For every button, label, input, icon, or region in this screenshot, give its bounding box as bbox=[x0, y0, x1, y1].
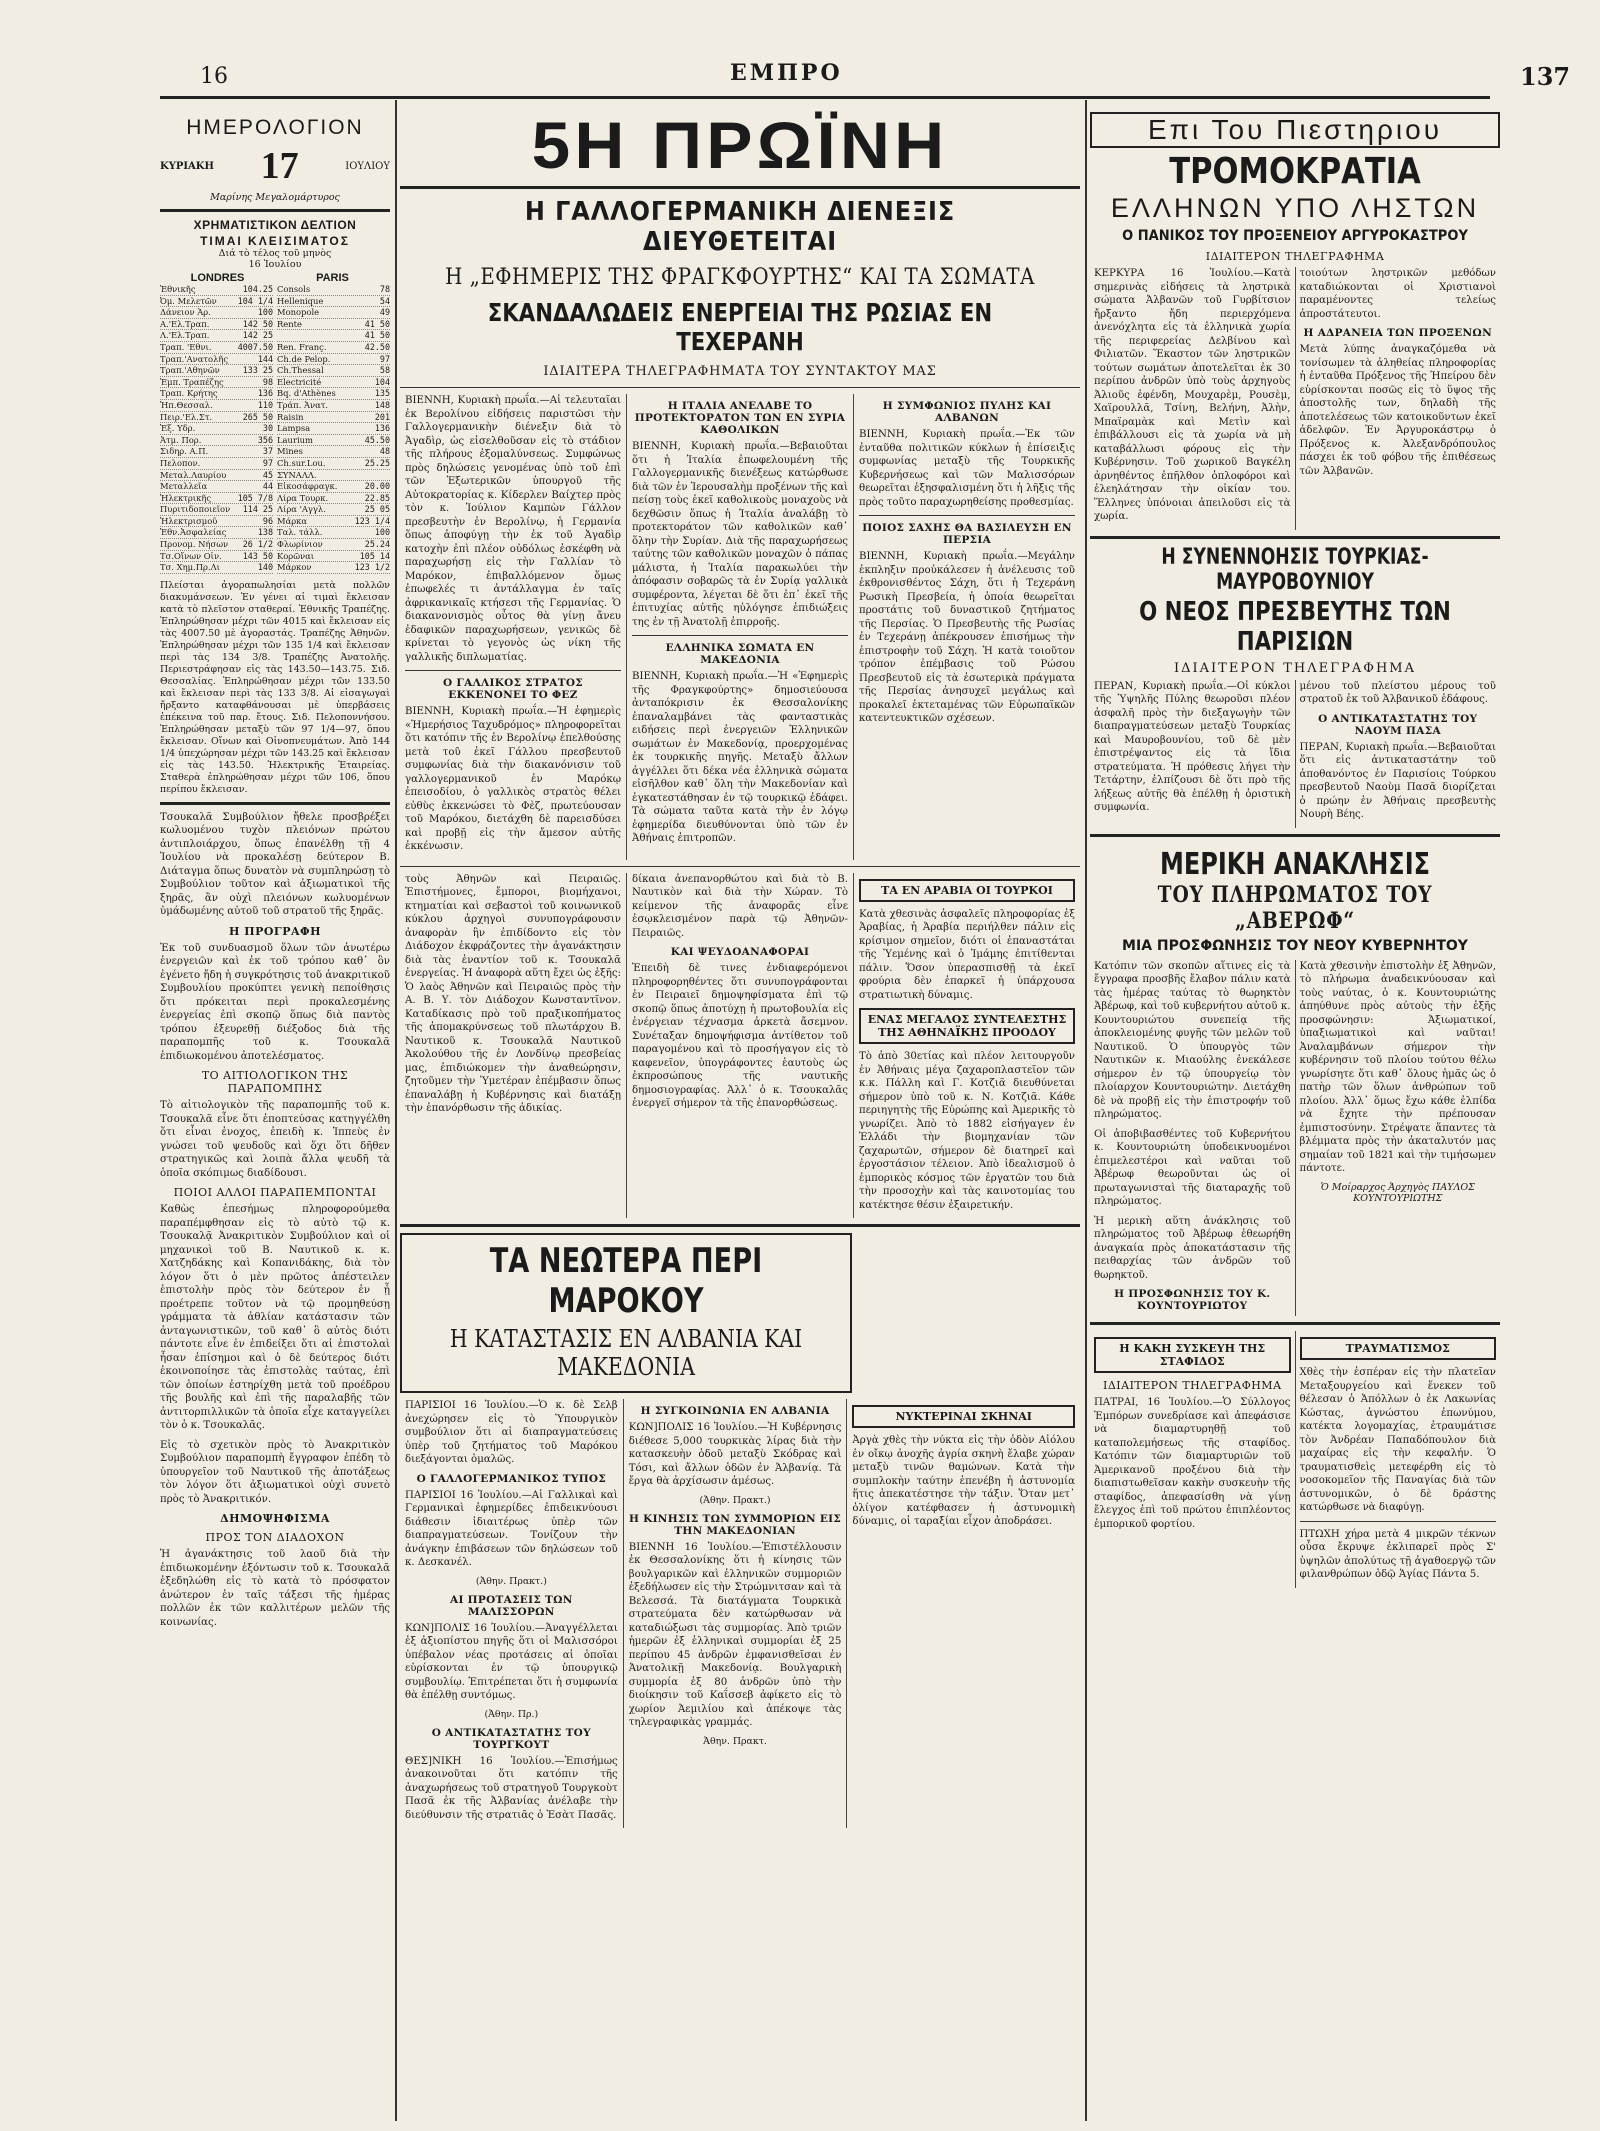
stock-row bbox=[277, 354, 390, 366]
stock-row bbox=[277, 423, 390, 435]
calendar-saint: Μαρίνης Μεγαλομάρτυρος bbox=[210, 192, 340, 203]
divider bbox=[160, 209, 390, 212]
stock-row bbox=[277, 446, 390, 458]
stock-name: Μεταλ.Λαυρίου bbox=[160, 469, 227, 480]
stock-row bbox=[277, 551, 390, 563]
article-block bbox=[1090, 1331, 1296, 1588]
stock-name: Λ.'Ελ.Τραπ. bbox=[160, 330, 210, 341]
stock-price: 104 bbox=[374, 376, 390, 387]
stock-price: 30 bbox=[262, 423, 273, 434]
stock-name: Ch.sur.Lou. bbox=[277, 457, 326, 468]
stock-row bbox=[277, 504, 390, 516]
stock-name: Λίρα Τουρκ. bbox=[277, 492, 329, 503]
article-block bbox=[1296, 267, 1501, 530]
divider bbox=[400, 1224, 1080, 1227]
stock-row bbox=[160, 330, 273, 342]
article-heading-boxed: Η ΚΑΚΗ ΣΥΣΚΕΥΗ ΤΗΣ ΣΤΑΦΙΔΟΣ bbox=[1094, 1337, 1291, 1373]
article-heading: Ο ΑΝΤΙΚΑΤΑΣΤΑΤΗΣ ΤΟΥ ΝΑΟΥΜ ΠΑΣΑ bbox=[1318, 712, 1478, 737]
stock-name: Ch.Thessal bbox=[277, 365, 324, 376]
stock-name: Bq. d'Athènes bbox=[277, 388, 336, 399]
article-row bbox=[1090, 267, 1500, 530]
stock-name: Ταλ. τάλλ. bbox=[277, 527, 323, 538]
article-block bbox=[400, 1399, 624, 1828]
stock-row bbox=[277, 481, 390, 493]
article-block bbox=[1296, 680, 1501, 828]
signature: Ὁ Μοίραρχος Ἀρχηγὸς ΠΑΥΛΟΣ ΚΟΥΝΤΟΥΡΙΩΤΗΣ bbox=[1320, 1181, 1475, 1204]
stock-price: 133 25 bbox=[242, 365, 273, 376]
article-text: ΒΙΕΝΝΗ, Κυριακὴ πρωΐα.—Αἱ τελευταῖαι ἐκ Βερολίνου εἰδήσεις παριστῶσι τὴν Γαλλογερμανικὴν διένεξιν διὰ τὸ Ἀγαδὶρ, ὡς εἰσελθοῦσαν εἰς τὸ στάδιον τῆς πλήρους ἐξομαλύνσεως. Συμφώνως πρὸς δηλώσεις γενομένας ὑπὸ τοῦ ἐπὶ τῶν Ἐξωτερικῶν ὑπουργοῦ τῆς Αὐτοκρατορίας κ. Κίδερλεν Βαίχτερ πρὸς τὸν κ. Ἰούλιον Καμπὼν Γάλλον πρεσβευτὴν ἐν Βερολίνῳ, ἡ Γερμανία ὅπως ἀποφύγῃ τὴν ἐκ τοῦ Ἀγαδὶρ κατοχὴν ἐπὶ πλέον οὐδόλως ἐσκέφθη νὰ παραχωρήσῃ εἰς τὴν Γαλλίαν τὸ Μαρόκον, ἐπιβαλλόμενον ὅμως ἐπωφελές τι ἀντάλλαγμα ἐν ταῖς ἀφρικανικαῖς κτήσεσι τῆς Γερμανίας. Ὁ διακανονισμὸς οὗτος θὰ γίνῃ ἄνευ ἐδαφικῶν παραχωρήσεων, γενικῶς δὲ κρίνεται τὸ γεγονὸς ὡς νίκη τῆς γαλλικῆς διπλωματίας. bbox=[405, 395, 621, 663]
stock-price: 22.85 bbox=[364, 492, 390, 503]
stock-row bbox=[277, 539, 390, 551]
edition-masthead: 5Η ΠΡΩΪΝΗ bbox=[531, 110, 949, 182]
article-text: Κατὰ χθεσινὴν ἐπιστολὴν ἐξ Ἀθηνῶν, τὸ πλήρωμα ἀναδεικνύουσαν καὶ τοὺς ναύτας, ὁ κ. Κουντουριώτης ἀπηύθυνε πρὸς αὐτοὺς τὴν ἑξῆς προσφώνησιν: Ἀξιωματικοί, ὑπαξιωματικοὶ καὶ ναῦται! Ἀναλαμβάνων σήμερον τὴν κυβέρνησιν τοῦ πλοίου τούτου θέλω γνωρίσητε ὅτι καθ᾽ ὅλους ἡμᾶς ὡς ὁ πατὴρ τῶν ὅλων ἀνθρώπων τοῦ πλοίου. Ἀλλ᾽ ὅμως ἔχω κάθε ἐλπίδα νὰ ἔχητε τὴν πρέπουσαν ἐμπιστοσύνην. Στρέψατε ἅπαντες τὰ βλέμματα πρὸς τὴν ἀκαταλυτόν μας σημαίαν τοῦ 1821 καὶ τὴν τιμήσωμεν πάντοτε. bbox=[1299, 960, 1496, 1174]
deck: ΜΙΑ ΠΡΟΣΦΩΝΗΣΙΣ ΤΟΥ ΝΕΟΥ ΚΥΒΕΡΝΗΤΟΥ bbox=[1122, 937, 1468, 954]
stock-price: 25.25 bbox=[364, 457, 390, 468]
stock-price: 143 50 bbox=[242, 550, 273, 561]
stock-name: Raisin bbox=[277, 411, 304, 422]
stock-price: 123 1/4 bbox=[354, 515, 390, 526]
page-number-left: 16 bbox=[200, 64, 228, 89]
article-row-middle bbox=[400, 873, 1080, 1219]
stock-name: Ἠλεκτρικῆς bbox=[160, 492, 212, 503]
stock-price: 110 bbox=[257, 399, 273, 410]
article-heading: Η ΑΔΡΑΝΕΙΑ ΤΩΝ ΠΡΟΞΕΝΩΝ bbox=[1303, 327, 1492, 339]
stock-list-right bbox=[277, 284, 390, 574]
telegram-banner: ΙΔΙΑΙΤΕΡΑ ΤΗΛΕΓΡΑΦΗΜΑΤΑ ΤΟΥ ΣΥΝΤΑΚΤΟΥ ΜΑΣ bbox=[543, 364, 937, 379]
article-text: Χθὲς τὴν ἑσπέραν εἰς τὴν πλατεῖαν Μεταξουργείου καὶ ἕνεκεν τοῦ θέλεσαν ὁ Ἀπόλλων ὁ ἐκ Λακωνίας Κώστας, ἀγνώστου ἐπωνύμου, κατέκτα λογομαχίας, ἐτραυμάτισε τὸν Ἀνδρέαν Παπαδόπουλον διὰ μαχαίρας εἰς τὴν κεφαλήν. Ὁ τραυματισθεὶς μετεφέρθη εἰς τὸ νοσοκομεῖον τῆς Παναγίας διὰ τῶν ἀστυνομικῶν, ὁ δὲ δράστης κατώρθωσε νὰ διαφύγῃ. bbox=[1299, 1367, 1496, 1513]
article-text: ΒΙΕΝΝΗ, Κυριακὴ πρωΐα.—Ἡ ἐφημερὶς «Ἡμερήσιος Ταχυδρόμος» πληροφορεῖται ὅτι κατόπιν τῆς ἐν Βερολίνῳ ἐπελθούσης μετὰ τοῦ ἐκεῖ Γάλλου πρεσβευτοῦ συμφωνίας διὰ τὴν διακανόνισιν τοῦ γαλλογερμανικοῦ ἐν Μαρόκῳ ἐπεισοδίου, ὁ γαλλικὸς στρατὸς θέλει εὐθὺς ἐκκενώσει τὸ Φὲζ, πρωτεύουσαν τοῦ Μαρόκου, διετάχθη δὲ παρεισδύσει καὶ προβῇ εἰς τὴν ἄμεσον αὐτῆς ἐκκένωσιν. bbox=[405, 706, 621, 852]
stock-price: 356 bbox=[257, 434, 273, 445]
article-text: Οἱ ἀποβιβασθέντες τοῦ Κυβερνήτου κ. Κουντουριώτη ὑποδεικνυομένοι ἐπιμελεστέροι καὶ ναῦται τοῦ Ἀβέρωφ θεωροῦνται ὡς οἱ πρωταγωνισταὶ τῆς διαταραχῆς τοῦ πληρώματος. bbox=[1094, 1128, 1291, 1207]
article-text: τοὺς Ἀθηνῶν καὶ Πειραιῶς. Ἐπιστήμονες, ἔμποροι, βιομήχανοι, κτηματίαι καὶ σεβαστοὶ τοῦ κοινωνικοῦ κύκλου ἀρχηγοὶ συνυπογράφουσιν ἀναφορὰν ἣν ἐπιδίδοντο εἰς τὸν Διάδοχον ἐκφράζοντες τὴν ἀγανάκτησιν διὰ τὰς ἐναντίον τοῦ κ. Τσουκαλᾶ ἐνεργείας. Ἡ ἀναφορὰ αὕτη ἔχει ὡς ἑξῆς: Ὁ λαὸς Ἀθηνῶν καὶ Πειραιῶς πρὸς τὴν Α. Β. Υ. τὸν Διάδοχον Κωνσταντῖνον. Καταδίκασις πρὸ τοῦ πραξικοπήματος τῆς ἀπομακρύνσεως τοῦ πλωτάρχου Β. Ναυτικοῦ κ. Τσουκαλᾶ Ναυτικοῦ Ἀκολούθου τῆς ἐν Λονδίνῳ πρεσβείας μας, ἐπιδιώκομεν τὴν ἀναθεώρησιν, ζητοῦμεν τὴν Ὑμετέραν ἐπέμβασιν ὅπως ἐπαναλάβῃ ἡ Κυβέρνησις καὶ διατάξῃ τὴν ἐπανόρθωσιν τῆς ἀδικίας. bbox=[405, 873, 621, 1114]
stock-row bbox=[277, 296, 390, 308]
stock-row bbox=[160, 527, 273, 539]
stock-name: Μάρκον bbox=[277, 562, 312, 573]
article-text: ΠΑΡΙΣΙΟΙ 16 Ἰουλίου.—Αἱ Γαλλικαὶ καὶ Γερμανικαὶ ἐφημερίδες ἐπιδεικνύουσι διάθεσιν ἰδιαιτέρως ὑπὲρ τῶν διαπραγματεύσεων. Τονίζουν τὴν ἀνάγκην ἐπιβάσεων τῶν δηλώσεων τοῦ κ. Δεσκανέλ. bbox=[405, 1489, 618, 1568]
stock-price: 97 bbox=[262, 457, 273, 468]
calendar-date bbox=[160, 144, 390, 188]
divider bbox=[632, 635, 848, 636]
lead-deck: Ο ΠΑΝΙΚΟΣ ΤΟΥ ΠΡΟΞΕΝΕΙΟΥ ΑΡΓΥΡΟΚΑΣΤΡΟΥ bbox=[1122, 228, 1468, 244]
stock-price: 98 bbox=[262, 376, 273, 387]
article-text: Τὸ αἰτιολογικὸν τῆς παραπομπῆς τοῦ κ. Τσουκαλᾶ εἶνε ὅτι ἐποπτεύσας κατηγγέλθη ὅτι εἶναι ἐνοχος, ἐπειδὴ κ. Ἱππεὺς ἐν γνώσει τοῦ ψευδοῦς καὶ ὅχι ὅτι δῆθεν στρατηγικῶς καὶ λοιπὰ ἄλλα ψευδῆ τὰ ὁποῖα σκόπιμως διαδίδουσι. bbox=[160, 1100, 390, 1179]
stock-name: Τραπ.'Αθηνῶν bbox=[160, 365, 220, 376]
telegram-label: ΙΔΙΑΙΤΕΡΟΝ ΤΗΛΕΓΡΑΦΗΜΑ bbox=[1174, 660, 1416, 676]
article-block bbox=[854, 873, 1080, 1219]
stock-price: 25 05 bbox=[364, 504, 390, 515]
article-text: ΚΩΝ]ΠΟΛΙΣ 16 Ἰουλίου.—Ἡ Κυβέρνησις διέθεσε 5,000 τουρκικὰς λίρας διὰ τὴν κατασκευὴν ὁδοῦ μεταξὺ Σκόδρας καὶ Τόσι, καὶ ἄλλων ὁδῶν ἐν Ἀλβανίᾳ. Τὰ ἔργα θὰ ἀρχίσωσιν ἀμέσως. bbox=[628, 1422, 842, 1487]
divider bbox=[1090, 834, 1500, 837]
stock-row bbox=[277, 284, 390, 296]
article-text: Τσουκαλᾶ Συμβούλιον ἤθελε προσβρέξει κωλυομένου τυχὸν πλειόνων πρώτου ἀντιπλοιάρχου, ὅπως ἐπανέλθῃ τῇ 4 Ἰουλίου νὰ προκαλέσῃ δεύτερον Β. Διάταγμα ὅπως δυνατὸν νὰ συμπληρώσῃ τὸ Συμβούλιον τοῦτον καὶ ἀξιωματικοὶ τῆς ξηρᾶς, ἂν οὐχὶ πλειόνων κωλυομένων ὑμάδωμένης αὐτοῦ τοῦ στρατοῦ τῆς ξηρᾶς. bbox=[160, 811, 390, 918]
column-rule bbox=[1085, 100, 1087, 2121]
stock-row bbox=[160, 388, 273, 400]
stock-price: 138 bbox=[257, 527, 273, 538]
stock-name: Φλωρίνιον bbox=[277, 539, 323, 550]
stock-name: Τράπ. Ἀνατ. bbox=[277, 399, 329, 410]
stock-name: Τσ.Οἴνων Οἰν. bbox=[160, 550, 222, 561]
article-heading: ΔΗΜΟΨΗΦΙΣΜΑ bbox=[220, 1512, 330, 1526]
stock-name: Ἐθνικῆς bbox=[160, 284, 196, 294]
article-text: Ἡ μερικὴ αὕτη ἀνάκλησις τοῦ πληρώματος τοῦ Ἀβέρωφ ἐθεωρήθη ἀναγκαία πρὸς ἀποκατάστασιν τῆς πειθαρχίας τῶν ἀνδρῶν τοῦ θωρηκτοῦ. bbox=[1094, 1215, 1291, 1281]
stock-name: Τσ. Χημ.Πρ.Λι bbox=[160, 562, 220, 573]
stock-name: Ἐξ. Υδρ. bbox=[160, 423, 196, 434]
article-text: Μετὰ λύπης ἀναγκαζόμεθα νὰ τονίσωμεν τὰ ἀληθείας πληροφορίας ἡ ἐνταῦθα Πρόξενος τῆς Ἠπείρου δὲν εὑρίσκονται ποσῶς εἰς τὸ ὕψος τῆς ἀποστολῆς των, δηλαδὴ τῆς ἀποτελέσεως τῶν κατοικοῦντων ἐκεῖ ἀδελφῶν. Ἐν Ἀργυροκάστρῳ ὁ Πρόξενος κ. Ἀλεξανδρόπουλος πάσχει ἐκ τοῦ φόβου τῆς ἐπιθέσεως τῶν Ἀλβανῶν. bbox=[1299, 344, 1496, 477]
article-text: Ἡ ἀγανάκτησις τοῦ λαοῦ διὰ τὴν ἐπιδιωκομένην ἐξόντωσιν τοῦ κ. Τσουκαλᾶ ἐξεδηλώθη εἰς τὸ κατὰ τὸ πρόσφατον ἀνώτερον ἐν ταῖς τάξεσι τῆς ἡμέρας πολλῶν ἐκ τῶν καλλιτέρων μελῶν τῆς κοινωνίας. bbox=[160, 1549, 390, 1628]
top-rule bbox=[160, 96, 1490, 99]
stock-row bbox=[160, 354, 273, 366]
article-heading: Ο ΓΑΛΛΟΓΕΡΜΑΝΙΚΟΣ ΤΥΠΟΣ bbox=[416, 1472, 607, 1485]
stock-price: 45 bbox=[262, 469, 273, 480]
headline-2: Η „ΕΦΗΜΕΡΙΣ ΤΗΣ ΦΡΑΓΚΦΟΥΡΤΗΣ“ ΚΑΙ ΤΑ ΣΩΜΑΤΑ bbox=[445, 265, 1035, 290]
stock-name: Α.'Ελ.Τραπ. bbox=[160, 318, 210, 329]
article-text: ΠΑΤΡΑΙ, 16 Ἰουλίου.—Ὁ Σύλλογος Ἐμπόρων συνεδρίασε καὶ ἀπεφάσισε νὰ διαμαρτυρηθῇ τοῦ καταπολεμήσεως τῆς σταφίδος. Κατόπιν τῶν διαμαρτυριῶν τοῦ Ἀμερικανοῦ προξένου διὰ τὴν διαπιστωθεῖσαν κακὴν συσκευὴν τῆς σταφίδος, ἀπεφασίσθη νὰ γίνῃ ἔλεγχος ἐπὶ τοῦ πρώτου ἐπιπλέοντος ἐμπορικοῦ φορτίου. bbox=[1094, 1397, 1291, 1530]
article-heading-boxed: ΤΑ ΕΝ ΑΡΑΒΙΑ ΟΙ ΤΟΥΡΚΟΙ bbox=[859, 879, 1075, 902]
stock-name: Consols bbox=[277, 284, 311, 294]
headline: ΤΟΥ ΠΛΗΡΩΜΑΤΟΣ ΤΟΥ „ΑΒΕΡΩΦ“ bbox=[1157, 881, 1433, 934]
stock-name: Ren. Franç. bbox=[277, 341, 327, 352]
source-credit: (Ἀθην. Πρακτ.) bbox=[475, 1575, 547, 1587]
stock-price: 97 bbox=[379, 353, 390, 364]
feature-headline: ΤΑ ΝΕΩΤΕΡΑ ΠΕΡΙ ΜΑΡΟΚΟΥ bbox=[489, 1241, 763, 1321]
article-heading: ΠΟΙΟΣ ΣΑΧΗΣ ΘΑ ΒΑΣΙΛΕΥΣΗ ΕΝ ΠΕΡΣΙΑ bbox=[862, 522, 1072, 546]
stock-name: Electricité bbox=[277, 376, 322, 387]
finance-commentary: Πλείσται ἀγοραπωλησίαι μετὰ πολλῶν διακυμάνσεων. Ἐν γένει αἱ τιμαὶ ἔκλεισαν κατὰ τὸ πλεῖστον σταθεραί. Ἐθνικῆς Τραπέζης. Ἐπληρώθησαν μέχρι τῶν 4015 καὶ ἔκλεισαν εἰς τὰς 4007.50 μὲ ἀγοραστάς. Τραπέζης Ἀθηνῶν. Ἐπληρώθησαν μέχρι τῶν 135 1/4 καὶ ἔκλεισαν περὶ τὰς 134 3/8. Τραπέζης Ἀνατολῆς. Περιεστράφησαν εἰς τὰς 143.50—143.75. Σιδ. Θεσσαλίας. Ἐπληρώθησαν μέχρι τῶν 133.50 καὶ ἔκλεισαν περὶ τὰς 133 3/8. Αἱ εἰσαγωγαὶ ἤρξαντο καταφθάνουσαι μὲ ὑπερβάσεις ἐπέκεινα τοῦ παρ. ἔτους. Σιδ. Πελοποννήσου. Ἐπληρώθησαν μεταξὺ τῶν 97 1/4—97, ὅπου ἔκλεισαν. Οἴνων καὶ Οἰνοπνευμάτων. Ἀπὸ 144 1/4 ὑπεχώρησαν μέχρι τῶν 143.25 καὶ ἔκλεισαν εἰς τὰς 143.50. Ἠλεκτρικῆς Ἑταιρείας. Σταθερὰ ἐπληρώθησαν μέχρι τῶν 106, ὅπου περίπου ἔκλεισαν. bbox=[160, 579, 390, 795]
stock-table bbox=[160, 284, 390, 574]
stock-price: 104.25 bbox=[242, 284, 273, 294]
stock-price: 100 bbox=[374, 527, 390, 538]
stock-name: Προνομ. Νήσων bbox=[160, 539, 229, 550]
stock-name: Εἰκοσάφραγκ. bbox=[277, 481, 338, 492]
stock-name: Κορῶναι bbox=[277, 550, 315, 561]
article-heading: ΤΟ ΑΙΤΙΟΛΟΓΙΚΟΝ ΤΗΣ ΠΑΡΑΠΟΜΠΗΣ bbox=[201, 1069, 349, 1096]
divider bbox=[160, 802, 390, 805]
stock-name: Ἐμπ. Τραπέζης bbox=[160, 376, 224, 387]
stock-name: Laurium bbox=[277, 434, 313, 445]
calendar-month: ΙΟΥΛΙΟΥ bbox=[345, 160, 390, 172]
stock-price: 20.00 bbox=[364, 481, 390, 492]
stock-name: Λίρα 'Αγγλ. bbox=[277, 504, 326, 515]
article-text: Ἐπειδὴ δὲ τινες ἐνδιαφερόμενοι πληροφορηθέντες ὅτι συνυπογράφονται ἐν Πειραιεῖ δημοψηφίσματα ἐπὶ τῷ σκοπῷ ὅπως ἀποτύχῃ ἡ πρωτοβουλία εἰς ἐνέργειαν τέχνασμα ἀρκετὰ ἄσεμνον. Συνέταξαν δημοψήφισμα ἀντίθετον τοῦ παραγομένου καὶ τὸ προσήγαγον εἰς τὸ καφενεῖον, ὑπογράφοντες ἑαυτοὺς ὡς ἐκπροσώπους τῆς ναυτικῆς δημοσιογραφίας. Ἀλλ᾽ ὁ κ. Τσουκαλᾶς ἐνεργεῖ σήμερον τὰ τῆς ἐπανορθώσεως. bbox=[632, 963, 848, 1109]
stock-list-left bbox=[160, 284, 273, 574]
stock-name: Mines bbox=[277, 446, 303, 457]
article-text: ΒΙΕΝΝΗ, Κυριακὴ πρωΐα.—Ἡ «Ἐφημερὶς τῆς Φραγκφούρτης» δημοσιεύουσα ἀνταπόκρισιν ἐκ Θεσσαλονίκης ἐπαναλαμβάνει τὰς φανταστικὰς ειδήσεις περὶ ἐνεργειῶν Ἑλληνικῶν σωμάτων ἐν Μακεδονίᾳ, προερχομένας ἐκ τουρκικῆς πηγῆς. Μεταξὺ ἄλλων ἀγγέλλει ὅτι δέκα νέα ἑλληνικὰ σώματα εἰσῆλθον καθ᾽ ὅλη τὴν Μακεδονίαν καὶ ἐγκατεστάθησαν ἐν τῷ τουρκικῷ ἐδάφει. Τὰ σώματα ταῦτα κατὰ τὴν ἐν λόγῳ ἐφημερίδα διευθύνονται ὑπὸ τῶν ἐν Ἀθήναις ἐπιτροπῶν. bbox=[632, 671, 848, 844]
stock-price: 4007.50 bbox=[237, 341, 273, 352]
stock-price: 104 1/4 bbox=[237, 295, 273, 306]
article-heading: ΑΙ ΠΡΟΤΑΣΕΙΣ ΤΩΝ ΜΑΛΙΣΣΟΡΩΝ bbox=[450, 1593, 573, 1618]
stock-row bbox=[277, 562, 390, 574]
article-block bbox=[1296, 1331, 1501, 1588]
stock-price: 41 50 bbox=[364, 318, 390, 329]
stock-name: Τραπ.'Ανατολῆς bbox=[160, 353, 229, 364]
article-text: τοιούτων ληστρικῶν μεθόδων καταδιώκονται οἱ Χριστιανοὶ παραμένοντες τελείως ἀπροστάτευτοι. bbox=[1299, 268, 1496, 320]
article-text: ΠΕΡΑΝ, Κυριακὴ πρωΐα.—Οἱ κύκλοι τῆς Ὑψηλῆς Πύλης θεωροῦσι πλέον ἀσφαλῆ πρὸς τὴν διεξαγωγὴν τῶν διαπραγματεύσεων μεταξὺ Τουρκίας καὶ Μαυροβουνίου, τοῦ δὲ μὲν ἐπιστρέψαντος εἰς τὰ ἴδια στρατεύματα. Ἡ πρόθεσις λήγει τὴν Τετάρτην, ἐλπίζουσι δὲ ὅτι πρὸ τῆς λήξεως αὐτῆς θὰ ἐπέλθῃ ἡ ὁριστικὴ συμφωνία. bbox=[1094, 680, 1291, 813]
stock-price: 136 bbox=[257, 388, 273, 399]
stock-price: 78 bbox=[379, 284, 390, 294]
stock-price: 201 bbox=[374, 411, 390, 422]
stock-row bbox=[277, 319, 390, 331]
stock-name: Ἠλεκτρισμοῦ bbox=[160, 515, 218, 526]
stock-row bbox=[277, 470, 390, 482]
page-number-right: 137 bbox=[1520, 62, 1571, 91]
article-text: ΠΕΡΑΝ, Κυριακὴ πρωΐα.—Βεβαιοῦται ὅτι εἰς ἀντικαταστάτην τοῦ ἀποθανόντος ἐν Παρισίοις Τούρκου πρεσβευτοῦ Ναοὺμ Πασᾶ διορίζεται ὁ πρώην ἐν Ἀθήναις πρεσβευτὴς Νουρὴ Βέης. bbox=[1299, 741, 1496, 820]
market-paris: PARIS bbox=[316, 272, 349, 284]
finance-date: 16 Ἰουλίου bbox=[248, 259, 302, 270]
stock-name: Μεταλλεῖα bbox=[160, 481, 208, 492]
article-block bbox=[624, 1399, 848, 1828]
stock-row bbox=[160, 423, 273, 435]
stock-row bbox=[277, 342, 390, 354]
stock-row bbox=[160, 458, 273, 470]
article-text: ΒΙΕΝΝΗ, Κυριακὴ πρωΐα.—Ἐκ τῶν ἐνταῦθα πολιτικῶν κύκλων ἡ ἐπίσειξις συμφωνίας μεταξὺ τῆς Τουρκικῆς Κυβερνήσεως καὶ τῶν Μαλισσόρων θεωρεῖται ἐξησφαλισμένη ὅτι ἡ λῆξις τῆς πρὸς τοῦτο παραχωρηθείσης προθεσμίας. bbox=[859, 429, 1075, 508]
stock-row bbox=[277, 458, 390, 470]
column-rule bbox=[395, 100, 397, 2121]
article-text: δίκαια ἀνεπανορθώτου καὶ διὰ τὸ Β. Ναυτικὸν καὶ διὰ τὴν Χώραν. Τὸ κείμενον τῆς ἀναφορᾶς εἶνε ἐσῳκλεισμένον παρὰ τῷ Ἀθηνῶν-Πειραιῶς. bbox=[632, 873, 848, 939]
article-heading-boxed: ΕΝΑΣ ΜΕΓΑΛΟΣ ΣΥΝΤΕΛΕΣΤΗΣ ΤΗΣ ΑΘΗΝΑΪΚΗΣ ΠΡΟΟΔΟΥ bbox=[859, 1008, 1075, 1044]
stock-price: 54 bbox=[379, 295, 390, 306]
stock-name: Πελοπον. bbox=[160, 457, 201, 468]
stock-price: 44 bbox=[262, 481, 273, 492]
stock-price: 142 25 bbox=[242, 330, 273, 341]
article-heading-boxed: ΤΡΑΥΜΑΤΙΣΜΟΣ bbox=[1300, 1337, 1497, 1360]
stock-name: Σιδηρ. Α.Π. bbox=[160, 446, 209, 457]
headline-3: ΣΚΑΝΔΑΛΩΔΕΙΣ ΕΝΕΡΓΕΙΑΙ ΤΗΣ ΡΩΣΙΑΣ ΕΝ ΤΕΧΕΡΑΝΗ bbox=[487, 298, 993, 356]
calendar-title: ΗΜΕΡΟΛΟΓΙΟΝ bbox=[186, 116, 364, 139]
article-row bbox=[1090, 680, 1500, 828]
article-block bbox=[627, 394, 854, 860]
folio-title: ΕΜΠΡΟ bbox=[730, 60, 843, 86]
calendar-day: 17 bbox=[260, 145, 299, 187]
lead-subheadline: ΕΛΛΗΝΩΝ ΥΠΟ ΛΗΣΤΩΝ bbox=[1110, 193, 1480, 223]
source-credit: (Ἀθην. Πρ.) bbox=[484, 1708, 539, 1720]
source-credit: Ἀθην. Πρακτ. bbox=[703, 1735, 767, 1747]
article-heading: Ο ΓΑΛΛΙΚΟΣ ΣΤΡΑΤΟΣ ΕΚΚΕΝΟΝΕΙ ΤΟ ΦΕΖ bbox=[442, 677, 584, 701]
stock-row bbox=[160, 516, 273, 528]
article-text: ΚΕΡΚΥΡΑ 16 Ἰουλίου.—Κατὰ σημερινὰς εἰδήσεις τὰ ληστρικὰ σώματα Ἀλβανῶν τοῦ Γυρβίτσιον ἤρξαντο ἤδη περιερχόμενα ἀνενόχλητα εἰς τὰ ἑλληνικὰ χωρία τῆς περιφερείας Δελβίνου καὶ Φιλιατῶν. Ἕκαστον τῶν ληστρικῶν τούτων σωμάτων ἀποτελεῖται ἐκ 30 περίπου ἀνδρῶν ὑπὸ τοὺς ἀρχηγοὺς Ἀλιοῦς ἐφένδη, Μουχαρὲμ, Ρουσὲμ, Χαϊρουλλᾶ, Τσίνη, Βελήνη, Ἀλὴν, Μπαϊραμὰκ καὶ Μετὶν καὶ ἐπιβάλλουσι εἰς τὰ χωρία νὰ μὴ καταβάλλωσι φόρους εἰς τὴν Κυβέρνησιν. Τοῦ χωρικοῦ Βαγκέλη ἀρνηθέντος ἐπῆλθον ὁπλοφόροι καὶ ἐλεηλάτησαν τὴν οἰκίαν του. Ἕλληνες ὑπόνοιαι ἀπειλοῦσι εἰς τὰ χωρία. bbox=[1094, 268, 1291, 522]
article-heading: Η ΙΤΑΛΙΑ ΑΝΕΛΑΒΕ ΤΟ ΠΡΟΤΕΚΤΟΡΑΤΟΝ ΤΩΝ ΕΝ ΣΥΡΙΑ ΚΑΘΟΛΙΚΩΝ bbox=[634, 400, 846, 436]
stock-row bbox=[160, 493, 273, 505]
column-center bbox=[400, 110, 1080, 2121]
article-heading: ΠΟΙΟΙ ΑΛΛΟΙ ΠΑΡΑΠΕΜΠΟΝΤΑΙ bbox=[173, 1186, 377, 1200]
article-block bbox=[400, 394, 627, 860]
stock-price: 100 bbox=[257, 307, 273, 318]
article-text: Τὸ ἀπὸ 30ετίας καὶ πλέον λειτουργοῦν ἐν Ἀθήναις μέγα ζαχαροπλαστεῖον τῶν κ.κ. Πάλλη καὶ Γ. Κοτζιᾶ διευθύνεται σήμερον ὑπὸ τοῦ κ. Ν. Κοτζιᾶ. Κάθε περιηγητὴς τῆς Εὐρώπης καὶ Ἀμερικῆς τὸ γνωρίζει. Ἀπὸ τὸ 1882 εἰσήγαγεν ἐν Ἑλλάδι τὴν βιομηχανίαν τῶν ζαχαρωτῶν, σήμερον δὲ διατηρεῖ καὶ ἐργοστάσιον τέλειον. Ἀπὸ ἰδεαλισμοῦ ὁ ἐμπορικὸς κόσμος τῶν ἐργατῶν του διὰ τὴν προσοχὴν καὶ τὰς καινοτομίας του κατέκτησε θέσιν ἐξαιρετικήν. bbox=[859, 1051, 1075, 1211]
stock-row bbox=[160, 562, 273, 574]
stock-price: 41 50 bbox=[364, 330, 390, 341]
stock-markets bbox=[160, 272, 390, 284]
finance-subtitle: ΤΙΜΑΙ ΚΛΕΙΣΙΜΑΤΟΣ bbox=[200, 234, 350, 248]
stock-name: Πειρ.'Ελ.Στ. bbox=[160, 411, 213, 422]
stock-name: Τραπ. 'Εθνι. bbox=[160, 341, 212, 352]
stock-price: 26 1/2 bbox=[242, 539, 273, 550]
divider bbox=[1300, 1521, 1497, 1522]
article-heading: Η ΣΥΓΚΟΙΝΩΝΙΑ ΕΝ ΑΛΒΑΝΙΑ bbox=[640, 1405, 830, 1417]
article-row-top bbox=[400, 394, 1080, 860]
stock-row bbox=[277, 493, 390, 505]
stock-price: 144 bbox=[257, 353, 273, 364]
stock-price: 114 25 bbox=[242, 504, 273, 515]
stock-name: Ἡπ.Θεσσαλ. bbox=[160, 399, 213, 410]
stock-row bbox=[277, 377, 390, 389]
article-heading: Η ΠΡΟΓΡΑΦΗ bbox=[228, 924, 322, 938]
stock-price: 105 7/8 bbox=[237, 492, 273, 503]
article-block bbox=[627, 873, 854, 1219]
stock-row bbox=[160, 307, 273, 319]
headline: Η ΣΥΝΕΝΝΟΗΣΙΣ ΤΟΥΡΚΙΑΣ-ΜΑΥΡΟΒΟΥΝΙΟΥ bbox=[1161, 544, 1429, 595]
telegram-label: ΙΔΙΑΙΤΕΡΟΝ ΤΗΛΕΓΡΑΦΗΜΑ bbox=[1205, 250, 1385, 263]
stock-name: Δάνειον Ἀρ. bbox=[160, 307, 211, 318]
stock-row bbox=[160, 365, 273, 377]
market-london: LONDRES bbox=[190, 272, 245, 284]
divider bbox=[400, 186, 1080, 189]
article-block bbox=[1090, 960, 1296, 1317]
article-text: ΚΩΝ]ΠΟΛΙΣ 16 Ἰουλίου.—Ἀναγγέλλεται ἐξ ἀξιοπίστου πηγῆς ὅτι οἱ Μαλισσόροι ὑπέβαλον νέας προτάσεις αἱ ὁποῖαι εὑρίσκονται ἐν τῷ ὑπουργικῷ συμβουλίῳ. Ἐπιτρέπεται ὅτι ἡ συμφωνία θὰ ἐπέλθῃ συντόμως. bbox=[405, 1622, 618, 1701]
stock-row bbox=[160, 412, 273, 424]
stock-price: 265 50 bbox=[242, 411, 273, 422]
article-text: Ἀργὰ χθὲς τὴν νύκτα εἰς τὴν ὁδὸν Αἰόλου ἐν οἴκῳ ἀνοχῆς ἀγρία σκηνὴ ἔλαβε χώραν μεταξὺ τινῶν θαμώνων. Κατὰ τὴν συμπλοκὴν ταύτην ἐπενέβη ἡ ἀστυνομία ἥτις ἀπεκατέστησε τὴν τάξιν. Ὅταν μετ᾽ ὀλίγον κατέφθασεν ἡ ἀστυνομικὴ δύναμις, οἱ ταραξίαι εἶχον ἀποδράσει. bbox=[852, 1435, 1075, 1527]
stock-row bbox=[160, 319, 273, 331]
lead-headline: ΤΡΟΜΟΚΡΑΤΙΑ bbox=[1169, 151, 1421, 192]
stock-name: Ch.de Pelop. bbox=[277, 353, 331, 364]
divider bbox=[1090, 1322, 1500, 1325]
stock-row bbox=[160, 400, 273, 412]
stock-name: ΣΥΝΑΛΛ. bbox=[277, 469, 317, 480]
stock-price: 42.50 bbox=[364, 341, 390, 352]
stock-name: Hellenique bbox=[277, 295, 324, 306]
article-text: Ἐκ τοῦ συνδυασμοῦ ὅλων τῶν ἀνωτέρω ἐνεργειῶν καὶ ἐκ τοῦ τρόπου καθ᾽ ὃν ἐγένετο ἤδη ἡ συγκρότησις τοῦ ἀνακριτικοῦ Συμβουλίου προκύπτει γενικὴ πεποίθησις ὅτι πρόκειται περὶ προκαλεσμένης ἐνεργείας ἐπὶ σκοπῷ ὅπως διὰ παντὸς τρόπου ἐξευρεθῇ διέξοδος διὰ τῆς παραπομπῆς τοῦ κ. Τσουκαλᾶ ἐπιδιωκομένου ἀποτελέσματος. bbox=[160, 942, 390, 1062]
stock-row bbox=[160, 551, 273, 563]
stock-row bbox=[277, 516, 390, 528]
finance-note: Διά τὸ τέλος τοῦ μηνὸς bbox=[218, 248, 332, 259]
article-block bbox=[1090, 267, 1296, 530]
article-heading: Η ΣΥΜΦΩΝΙΟΣ ΠΥΛΗΣ ΚΑΙ ΑΛΒΑΝΩΝ bbox=[882, 400, 1052, 424]
calendar-weekday: ΚΥΡΙΑΚΗ bbox=[160, 160, 214, 172]
stock-price: 45.50 bbox=[364, 434, 390, 445]
stock-row bbox=[277, 307, 390, 319]
article-heading: Η ΚΙΝΗΣΙΣ ΤΩΝ ΣΥΜΜΟΡΙΩΝ ΕΙΣ ΤΗΝ ΜΑΚΕΔΟΝΙΑΝ bbox=[628, 1512, 842, 1537]
stock-name: Πυριτιδοποιεῖον bbox=[160, 504, 231, 515]
stock-name: Ὀμ. Μελετῶν bbox=[160, 295, 217, 306]
article-text: ΠΤΩΧΗ χήρα μετὰ 4 μικρῶν τέκνων οὖσα ἔκρυψε ἐκλιπαρεῖ πρὸς Σ' ὑψηλῶν ἀπολύτως τῇ ἀγαθοεργῷ τῶν φιλανθρώπων ὁδῷ Ἁγίας Πάντα 5. bbox=[1299, 1528, 1496, 1580]
feature-headline-box bbox=[400, 1233, 852, 1393]
stock-row bbox=[277, 330, 390, 342]
stock-price: 48 bbox=[379, 446, 390, 457]
main-headline: Η ΓΑΛΛΟΓΕΡΜΑΝΙΚΗ ΔΙΕΝΕΞΙΣ ΔΙΕΥΘΕΤΕΙΤΑΙ bbox=[524, 197, 956, 257]
article-row-bottom bbox=[400, 1399, 1080, 1828]
stock-name: Ἀτμ. Πορ. bbox=[160, 434, 202, 445]
article-text: ΘΕΣ]ΝΙΚΗ 16 Ἰουλίου.—Ἐπισήμως ἀνακοινοῦται ὅτι κατόπιν τῆς ἀναχωρήσεως τοῦ στρατηγοῦ Τουργκοὺτ Πασᾶ ἐκ τῆς Ἀλβανίας ἀνέλαβε τὴν διεύθυνσιν τῆς στρατιᾶς ὁ Ἐσὰτ Πασᾶς. bbox=[405, 1755, 618, 1821]
article-block bbox=[847, 1399, 1080, 1828]
article-subheading: ΠΡΟΣ ΤΟΝ ΔΙΑΔΟΧΟΝ bbox=[205, 1531, 345, 1545]
stock-row bbox=[277, 412, 390, 424]
source-credit: (Ἀθην. Πρακτ.) bbox=[699, 1494, 771, 1506]
stock-name: Rente bbox=[277, 318, 302, 329]
article-text: Εἰς τὸ σχετικὸν πρὸς τὸ Ἀνακριτικὸν Συμβούλιον παραπομπὴ ἔγγραφον ἐπέδη τὸ ὑπουργεῖον τοῦ Ναυτικοῦ τῆς ἀποτάξεως τὸν λόγον ὅτι ἀξιωματικοὶ οὐχὶ συνετὸ πρὸς τὸ Ἀνακριτικόν. bbox=[160, 1439, 390, 1505]
stock-price: 135 bbox=[374, 388, 390, 399]
stock-price: 105 14 bbox=[359, 550, 390, 561]
divider bbox=[859, 515, 1075, 516]
finance-title: ΧΡΗΜΑΤΙΣΤΙΚΟΝ ΔΕΛΤΙΟΝ bbox=[193, 218, 357, 232]
article-text: ΒΙΕΝΝΗ, Κυριακὴ πρωΐα.—Μεγάλην ἐκπληξιν προὐκάλεσεν ἡ ἀνέλευσις τοῦ ἐκθρονισθέντος Σάχη, ὅτι ἡ Τεχεράνη Ρωσικὴ Πρεσβεία, ἡ ὁποία θεωρεῖται προστάτις τοῦ δυναστικοῦ ζητήματος τῆς Περσίας. Ὁ Πρεσβευτὴς τῆς Ρωσίας ἐν Τεχεράνῃ ἀπέκρουσεν ἐπισήμως τὴν ἐπιστροφὴν τοῦ Σάχη. Ἡ κατὰ τοιοῦτον τρόπον ἐπέμβασις τοῦ Ρώσου Πρεσβευτοῦ εἰς τὰ ἐσωτερικὰ πράγματα τῆς Περσίας ἀνησυχεῖ μεγάλως καὶ προκαλεῖ ἐκτεταμένας τῶν Εὐρωπαϊκῶν κατεντευκτικῶν σχέσεων. bbox=[859, 551, 1075, 724]
divider bbox=[400, 387, 1080, 388]
stock-price: 142 50 bbox=[242, 318, 273, 329]
column-right bbox=[1090, 110, 1500, 2121]
stock-price: 49 bbox=[379, 307, 390, 318]
stock-name: Lampsa bbox=[277, 423, 311, 434]
stock-row bbox=[160, 470, 273, 482]
stock-price: 140 bbox=[257, 562, 273, 573]
stock-row bbox=[277, 435, 390, 447]
press-banner: Επι Του Πιεστηριου bbox=[1090, 112, 1500, 148]
telegram-label: ΙΔΙΑΙΤΕΡΟΝ ΤΗΛΕΓΡΑΦΗΜΑ bbox=[1102, 1379, 1282, 1392]
article-text: ΠΑΡΙΣΙΟΙ 16 Ἰουλίου.—Ὁ κ. δὲ Σελβ ἀνεχώρησεν εἰς τὸ Ὑπουργικὸν συμβούλιον ὅτι αἱ διαπραγματεύσεις ὑπὲρ τοῦ ζητήματος τοῦ Μαρόκου διεξάγονται ὁμαλῶς. bbox=[405, 1400, 618, 1465]
article-row bbox=[1090, 1331, 1500, 1588]
stock-row bbox=[160, 446, 273, 458]
stock-row bbox=[160, 481, 273, 493]
stock-name: Ἐθν.Ἀσφαλείας bbox=[160, 527, 227, 538]
headline: Ο ΝΕΟΣ ΠΡΕΣΒΕΥΤΗΣ ΤΩΝ ΠΑΡΙΣΙΩΝ bbox=[1139, 596, 1451, 657]
article-heading: ΕΛΛΗΝΙΚΑ ΣΩΜΑΤΑ ΕΝ ΜΑΚΕΔΟΝΙΑ bbox=[665, 642, 815, 666]
article-text: μένου τοῦ πλείστου μέρους τοῦ στρατοῦ ἐκ τοῦ Ἀλβανικοῦ ἐδάφους. bbox=[1299, 680, 1496, 705]
article-text: ΒΙΕΝΝΗ, Κυριακὴ πρωΐα.—Βεβαιοῦται ὅτι ἡ Ἰταλία ἐπωφελουμένη τῆς Γαλλογερμανικῆς διενέξεως κατώρθωσε διὰ τῶν ἐν Ἱερουσαλὴμ προξένων τῆς καὶ πείσῃ τοὺς ἐκεῖ καθολικοὺς μοναχοὺς νὰ δεχθῶσιν ὅπως ἡ Ἰταλία ἀναλάβῃ τὸ προτεκτοράτον τῶν καθολικῶν καθ᾽ ὅλην τὴν Συρίαν. Διὰ τῆς παραχωρήσεως ταύτης τῶν καθολικῶν μοναχῶν ὁ πάπας μάλιστα, ἡ Ἰταλία παρακωλύει τὴν ἀπόφασιν σοβαρῶς τὰ ἐν Συρίᾳ γαλλικὰ συμφέροντα, λέγεται δὲ ὅτι ἐπ᾽ ἐκεῖ τῆς ἐπιτυχίας αὐτῆς ηὐλόγησε ἐπιδιώξεις της ἐν τῇ Ἀνατολῇ ἐπιρροῆς. bbox=[632, 441, 848, 628]
stock-name: Τραπ. Κρήτης bbox=[160, 388, 218, 399]
article-heading: Η ΠΡΟΣΦΩΝΗΣΙΣ ΤΟΥ Κ. ΚΟΥΝΤΟΥΡΙΩΤΟΥ bbox=[1114, 1288, 1271, 1312]
stock-row bbox=[277, 365, 390, 377]
article-heading-boxed: ΝΥΚΤΕΡΙΝΑΙ ΣΚΗΝΑΙ bbox=[852, 1405, 1075, 1428]
feature-subheadline: Η ΚΑΤΑΣΤΑΣΙΣ ΕΝ ΑΛΒΑΝΙΑ ΚΑΙ ΜΑΚΕΔΟΝΙΑ bbox=[449, 1325, 803, 1381]
stock-price: 25.24 bbox=[364, 539, 390, 550]
stock-price: 123 1/2 bbox=[354, 562, 390, 573]
stock-row bbox=[160, 435, 273, 447]
article-heading: Ο ΑΝΤΙΚΑΤΑΣΤΑΤΗΣ ΤΟΥ ΤΟΥΡΓΚΟΥΤ bbox=[431, 1726, 591, 1751]
divider bbox=[400, 866, 1080, 867]
article-block bbox=[400, 873, 627, 1219]
stock-row bbox=[160, 284, 273, 296]
article-heading: ΚΑΙ ΨΕΥΔΟΑΝΑΦΟΡΑΙ bbox=[670, 946, 810, 958]
stock-row bbox=[160, 539, 273, 551]
stock-row bbox=[277, 388, 390, 400]
stock-row bbox=[277, 527, 390, 539]
stock-price: 96 bbox=[262, 515, 273, 526]
article-block bbox=[1296, 960, 1501, 1317]
stock-price: 148 bbox=[374, 399, 390, 410]
stock-row bbox=[277, 400, 390, 412]
article-row bbox=[1090, 960, 1500, 1317]
stock-name: Μάρκα bbox=[277, 515, 308, 526]
article-block bbox=[854, 394, 1080, 860]
article-block bbox=[1090, 680, 1296, 828]
divider bbox=[1090, 536, 1500, 539]
stock-row bbox=[160, 342, 273, 354]
stock-price: 37 bbox=[262, 446, 273, 457]
stock-name: Monopole bbox=[277, 307, 320, 318]
article-text: ΒΙΕΝΝΗ 16 Ἰουλίου.—Ἐπιστέλλουσιν ἐκ Θεσσαλονίκης ὅτι ἡ κίνησις τῶν βουλγαρικῶν καὶ ἑλληνικῶν συμμοριῶν ἐξεδήλωσεν εἰς τὴν Στρώμνιτσαν καὶ τὰ Βελεσσά. Τὰ διατάγματα Τουρκικὰ στρατεύματα δὲν κατώρθωσαν νὰ καταδιώξωσι τὰς συμμορίας. Ἀπὸ τριῶν ἡμερῶν ἐξ ἑλληνικαὶ συμμορίαι ἐξ 25 περίπου 45 ἀνδρῶν ἐμφανισθεῖσαι ἐν Ἀνατολικῇ Μακεδονίᾳ. Βουλγαρικὴ συμμορία ἐξ 80 ἀνδρῶν ὑπὸ τὴν διοίκησιν τοῦ Καΐσσεβ ἀφίκετο εἰς τὸ χωρίον Ἀεμιλίου καὶ ἀπέκοψε τὰς τηλεγραφικὰς γραμμάς. bbox=[628, 1541, 842, 1728]
stock-row bbox=[160, 296, 273, 308]
column-left bbox=[160, 110, 390, 2121]
divider bbox=[405, 670, 621, 671]
article-text: Καθὼς ἐπεσήμως πληροφορούμεθα παραπέμφθησαν εἰς τὸ αὐτὸ τῷ κ. Τσουκαλᾷ Ἀνακριτικὸν Συμβούλιον καὶ οἱ μηχανικοὶ τοῦ Β. Ναυτικοῦ κ. κ. Χατζηδάκης καὶ Κοπανιδάκης, διὰ τὸν λόγον ὅτι ὁ μὲν πρῶτος ἀπέστειλεν ἐπιστολὴν πρὸς τὸν δεύτερον ἐν ᾗ προέτρεπε τοῦτον νὰ τῷ προμηθεύσῃ γράμματα τὰ ἀθλίαν κατάστασιν τῶν ἀνταγωνιστικῶν, τοῦ καθ᾽ ὃ αὐτὸς διότι πάντοτε εἶνε ἐν ἐπιδείξει ὅτι αἱ ἐπιστολαὶ ἦσαν ἐπίσημοι καὶ ὁ δὲ δεύτερος διότι ἐκοινοποίησε τὰς ἐπιστολὰς ταύτας, ἐπὶ τῶν ὁποίων ἐστηρίχθη μετὰ τοῦ προέδρου τῆς βουλῆς καὶ ἐπὶ τῆς παραλαβῆς τῶν ἀντιτορπιλλικῶν τὰ ὁποῖα εἶχε καταγγείλει τὸν ὁ κ. Τσουκαλᾶς. bbox=[160, 1204, 390, 1432]
stock-row bbox=[160, 377, 273, 389]
article-text: Κατὰ χθεσινὰς ἀσφαλεῖς πληροφορίας ἐξ Ἀραβίας, ἡ Ἀραβία περιήλθεν πάλιν εἰς κρίσιμον σημεῖον, διότι οἱ ἐπαναστάται τῆς Ὑεμένης καὶ ὁ Ἰμάμης ἐπιτίθενται πάλιν. Ὅσον ὑπερασπισθῇ τὰ ἐκεῖ φρούρια δὲν ἐπαρκεῖ ἡ ὑπάρχουσα στρατιωτικὴ δύναμις. bbox=[859, 908, 1075, 1001]
article-text: Κατόπιν τῶν σκοπῶν αἵτινες εἰς τὰ ἔγγραφα προσβῆς ἔλαβον πάλιν κατὰ τὰς ἡμέρας ταύτας τὸ θωρηκτὸν Ἀβέρωφ, καὶ τοῦ κυβερνήτου αὐτοῦ κ. Κουντουριώτου συνεπείᾳ τῆς ἀποκλειομένης φυγῆς τῶν μελῶν τοῦ Ναυτικοῦ. Ὁ ὑπουργὸς τῶν Ναυτικῶν κ. Μιαούλης ἐνεκάλεσε σήμερον ἐν τῷ ὑπουργείῳ τὸν πλοίαρχον Κουντουριώτην. Διετάχθη δὲ νὰ προβῇ εἰς τὴν ἐπιστροφήν τοῦ πληρώματος. bbox=[1094, 960, 1291, 1120]
stock-price: 58 bbox=[379, 365, 390, 376]
stock-price: 136 bbox=[374, 423, 390, 434]
headline: ΜΕΡΙΚΗ ΑΝΑΚΛΗΣΙΣ bbox=[1159, 846, 1431, 882]
stock-row bbox=[160, 504, 273, 516]
